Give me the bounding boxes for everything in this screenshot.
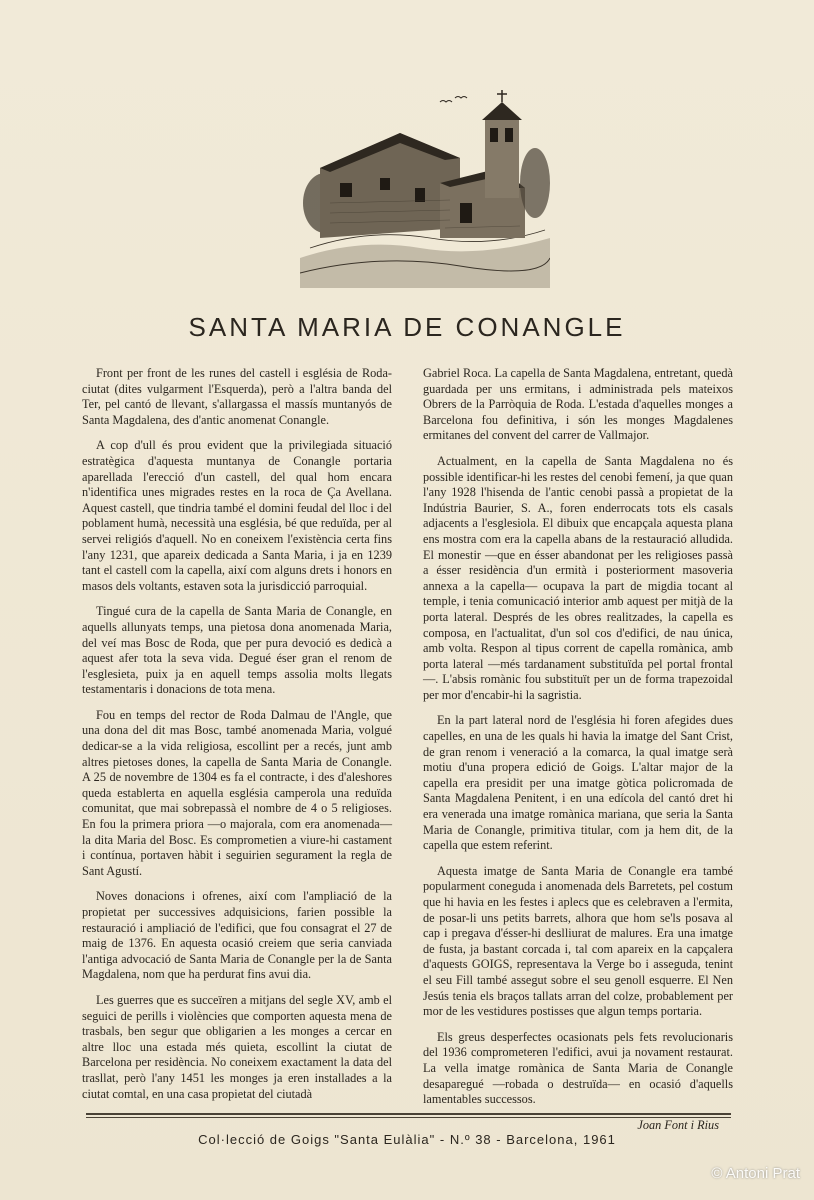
- paragraph: Gabriel Roca. La capella de Santa Magdalena, entretant, quedà guardada per uns ermitans, i administrada pels mateixos Obrers de la Parròquia de Roda. L'estada d'aquelles monges a Barcelona fou definitiva, i són les monges Magdalenes ermitanes del convent del carrer de Vallmajor.: [423, 366, 733, 443]
- footer-caption: Col·lecció de Goigs "Santa Eulàlia" - N.º 38 - Barcelona, 1961: [198, 1132, 616, 1147]
- paragraph: Els greus desperfectes ocasionats pels fets revolucionaris del 1936 comprometeren l'edifici, avui ja novament restaurat. La vella imatge romànica de Santa Maria de Conangle desaparegué —robada o destruïda— en ocasió d'aquells lamentables successos.: [423, 1029, 733, 1107]
- page-title: SANTA MARIA DE CONANGLE: [188, 312, 626, 342]
- paragraph: Actualment, en la capella de Santa Magdalena no és possible identificar-hi les restes del cenobi femení, ja que quan l'any 1928 l'hisenda de l'antic cenobi passà a propietat de la Indústria Baurier, S. A., foren enderrocats tots els casals adjacents a l'esglesiola. El dibuix que encapçala aquesta plana ens mostra com era la capella abans de la restauració alludida. El monestir —que en ésser abandonat per les religioses passà a ésser residència d'un ermità i posteriorment masoveria annexa a la capella— ocupava la part de migdia tocant al temple, i tenia comunicació interior amb aquest per mitjà de la porta lateral. Després de les obres realitzades, la capella es composa, en l'actualitat, d'un sol cos d'edifici, de nau única, amb volta. Respon al tipus corrent de capella romànica, amb porta lateral —més tardanament substituïda pel portal frontal—. L'absis romànic fou substituït per un de forma trapezoidal per mor d'encabir-hi la sagristia.: [423, 453, 733, 702]
- footer-rule: [86, 1117, 731, 1118]
- text-column-right: [423, 366, 733, 1143]
- author-signature: Joan Font i Rius: [637, 1117, 719, 1132]
- footer-rule: [86, 1113, 731, 1115]
- watermark: © Antoni Prat: [711, 1165, 800, 1182]
- text-column-left: [82, 366, 392, 1112]
- paragraph: A cop d'ull és prou evident que la privilegiada situació estratègica d'aquesta muntanya de Conangle portaria aparellada l'erecció d'un castell, del qual hom encara n'identifica unes migrades restes en la roca de Ça Avellana. Aquest castell, que tindria també el domini feudal del lloc i del poblament humà, necessità una església, bé que reduïda, per al servei religiós d'aquell. No en coneixem l'existència certa fins l'any 1231, que apareix dedicada a Santa Maria, i ja en 1239 tant el castell com la capella, així com alguns drets i honors en masos dels voltants, estaven sota la jurisdicció parroquial.: [82, 438, 392, 593]
- paragraph: En la part lateral nord de l'església hi foren afegides dues capelles, en una de les quals hi havia la imatge del Sant Crist, de gran renom i veneració a la comarca, la qual imatge serà motiu d'una propera edició de Goigs. L'altar major de la capella era presidit per una imatge gòtica policromada de Santa Magdalena Penitent, i en una edícola del cantó dret hi era venerada una imatge romànica mariana, que seria la Santa Maria de Conangle, primitiva titular, com ja hem dit, de la capella que estem referint.: [423, 713, 733, 853]
- paragraph: Fou en temps del rector de Roda Dalmau de l'Angle, que una dona del dit mas Bosc, també anomenada Maria, volgué dedicar-se a la vida religiosa, escollint per a recés, junt amb altres pietoses dones, la capella de Santa Maria de Conangle. A 25 de novembre de 1304 es fa el contracte, i des d'aleshores queda establerta en aquella església camperola una reduïda comunitat, que mai sobrepassà el nombre de 4 o 5 religioses. En fou la primera priora —o majorala, com era anomenada— la dita Maria del Bosc. Es comprometien a viure-hi castament i contínua, portaven hàbit i seguirien segurament la regla de Sant Agustí.: [82, 707, 392, 878]
- paragraph: Tingué cura de la capella de Santa Maria de Conangle, en aquells allunyats temps, una pietosa dona anomenada Maria, del veí mas Bosc de Roda, que per pura devoció es dedicà a aquest afer tota la seva vida. Degué éser gran el renom de l'esglesieta, puix ja en aquell temps assolia molts llegats testamentaris i donacions de tota mena.: [82, 604, 392, 697]
- paragraph: Les guerres que es succeïren a mitjans del segle XV, amb el seguici de perills i violències que comporten aquesta mena de trasbals, ben segur que obligarien a les monges a cercar en altre lloc una estada més quieta, escollint la ciutat de Barcelona per residència. No coneixem exactament la data del trasllat, però l'any 1451 les monges ja eren installades a la ciutat comtal, en una casa propietat del ciutadà: [82, 992, 392, 1101]
- paragraph: Aquesta imatge de Santa Maria de Conangle era també popularment coneguda i anomenada dels Barretets, pel costum que hi havia en les festes i aplecs que es celebraven a l'ermita, de posar-li uns petits barrets, alhora que hom se'ls posava al cap i pregava d'ésser-hi deslliurat de malures. Era una imatge de fusta, ja bastant corcada i, tal com apareix en la capçalera d'aquests GOIGS, representava la Verge bo i asseguda, tenint el seu Fill també assegut sobre el seu genoll esquerre. El Nen Jesús tenia els braços tallats arran del colze, probablement per mor de les vestidures postisses que algun temps portaria.: [423, 863, 733, 1019]
- paragraph: Front per front de les runes del castell i església de Roda-ciutat (dites vulgarment l'Esquerda), però a l'altra banda del Ter, pel cantó de llevant, s'allargassa el massís muntanyós de Santa Magdalena, des d'antic anomenat Conangle.: [82, 366, 392, 427]
- paragraph: Noves donacions i ofrenes, així com l'ampliació de la propietat per successives adquisicions, farien possible la restauració i ampliació de l'edifici, que fou consagrat el 27 de maig de 1376. En aquesta ocasió creiem que seria canviada l'antiga advocació de Santa Maria de Conangle per la de Santa Magdalena, nom que ha perdurat fins avui dia.: [82, 889, 392, 982]
- chapel-illustration: [300, 88, 550, 288]
